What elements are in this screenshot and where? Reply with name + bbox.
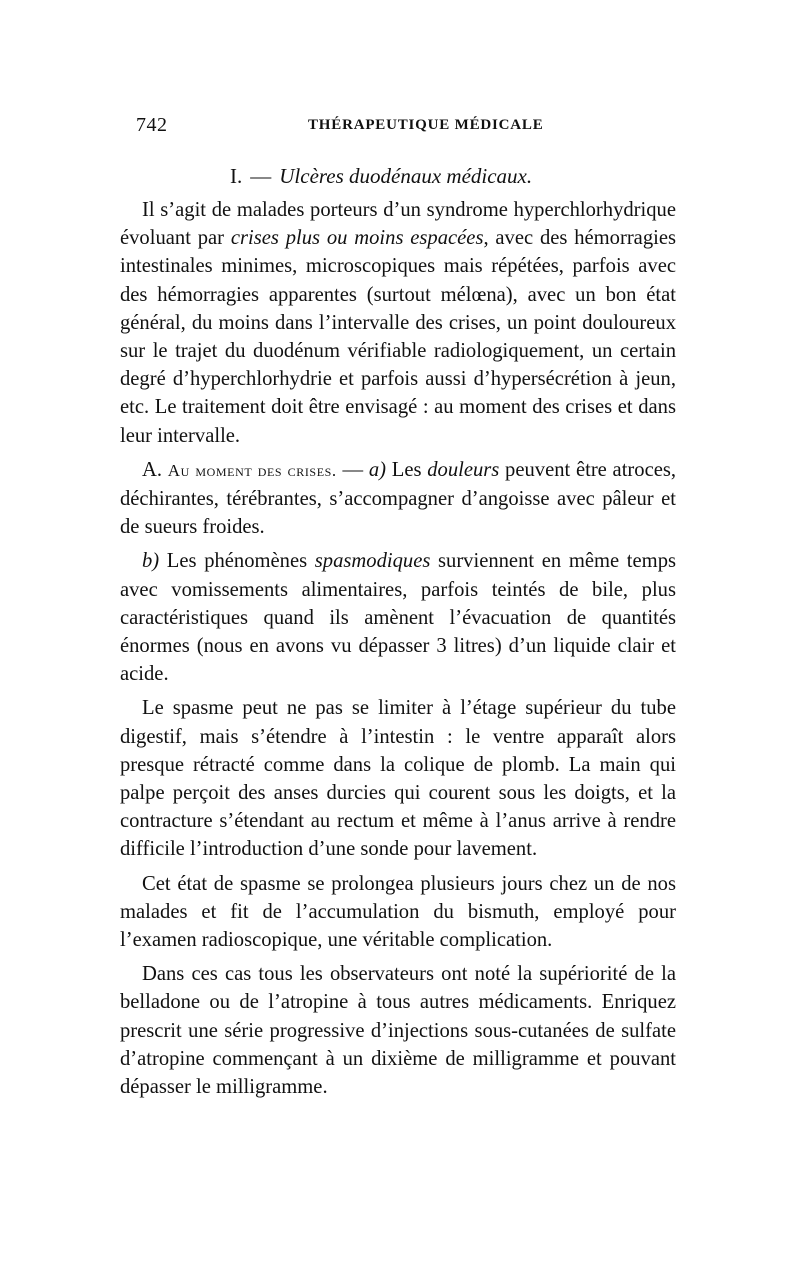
paragraph-intro-text-2: , avec des hémorragies intestinales minimes, microscopiques mais répétées, parfois avec des hémorragies apparentes (surtout mélœna), avec un bon état général, du moins dans l’intervalle des crises, un point douloureux sur le trajet du duodénum vérifiable radiologiquement, un certain degré d’hyperchlorhydrie et parfois aussi d’hypersécrétion à jeun, etc. Le traitement doit être envisagé : au moment des crises et dans leur intervalle. <box>120 227 676 447</box>
subsection-dash: — <box>336 458 369 481</box>
paragraph-spasmodiques <box>120 547 676 688</box>
running-title: THÉRAPEUTIQUE MÉDICALE <box>308 117 544 133</box>
paragraph-intro-emphasis: crises plus ou moins espacées <box>230 227 484 250</box>
subsection-heading: Au moment des crises. <box>167 460 337 480</box>
paragraph-intro <box>120 196 676 450</box>
section-title: Ulcères duodénaux médicaux. <box>279 164 533 188</box>
paragraph-intro-text-1: Il s’agit de malades porteurs d’un syndrome hyperchlorhydrique évoluant par <box>120 199 676 250</box>
section-dash: — <box>250 164 272 188</box>
paragraph-crises-text-2: peuvent être atroces, déchirantes, térébrantes, s’accompagner d’angoisse avec pâleur et de sueurs froides. <box>120 458 677 539</box>
paragraph-etat: Cet état de spasme se prolongea plusieurs jours chez un de nos malades et fit de l’accumulation du bismuth, employé pour l’examen radioscopique, une véritable complication. <box>120 872 676 952</box>
body-text <box>120 196 676 1101</box>
paragraph-spasme: Le spasme peut ne pas se limiter à l’étage supérieur du tube digestif, mais s’étendre à l’intestin : le ventre apparaît alors presque rétracté comme dans la colique de plomb. La main qui palpe perçoit des anses durcies qui courent sous les doigts, et la contracture s’étendant au rectum et même à l’anus arrive à rendre difficile l’introduction d’une sonde pour lavement. <box>120 697 676 861</box>
paragraph-spasmodiques-text-2: surviennent en même temps avec vomissements alimentaires, parfois teintés de bile, plus caractéristiques quand ils amènent l’évacuation de quantités énormes (nous en avons vu dépasser 3 litres) d’un liquide clair et acide. <box>120 550 676 686</box>
section-heading <box>230 164 532 189</box>
paragraph-traitement: Dans ces cas tous les observateurs ont noté la supériorité de la belladone ou de l’atropine à tous autres médicaments. Enriquez prescrit une série progressive d’injections sous-cutanées de sulfate d’atropine commençant à un dixième de milligramme et pouvant dépasser le milligramme. <box>120 963 676 1099</box>
running-header <box>128 114 672 138</box>
subsection-letter: A. <box>142 458 168 481</box>
paragraph-crises-text-1: Les <box>386 458 428 481</box>
section-number: I. <box>230 164 243 188</box>
item-b-marker: b) <box>142 550 160 573</box>
item-a-marker: a) <box>368 458 386 481</box>
spasmodiques-emphasis: spasmodiques <box>314 550 431 573</box>
douleurs-emphasis: douleurs <box>427 458 500 481</box>
page-number: 742 <box>136 114 168 136</box>
paragraph-spasmodiques-text-1: Les phénomènes <box>159 550 315 573</box>
paragraph-crises <box>120 456 676 542</box>
